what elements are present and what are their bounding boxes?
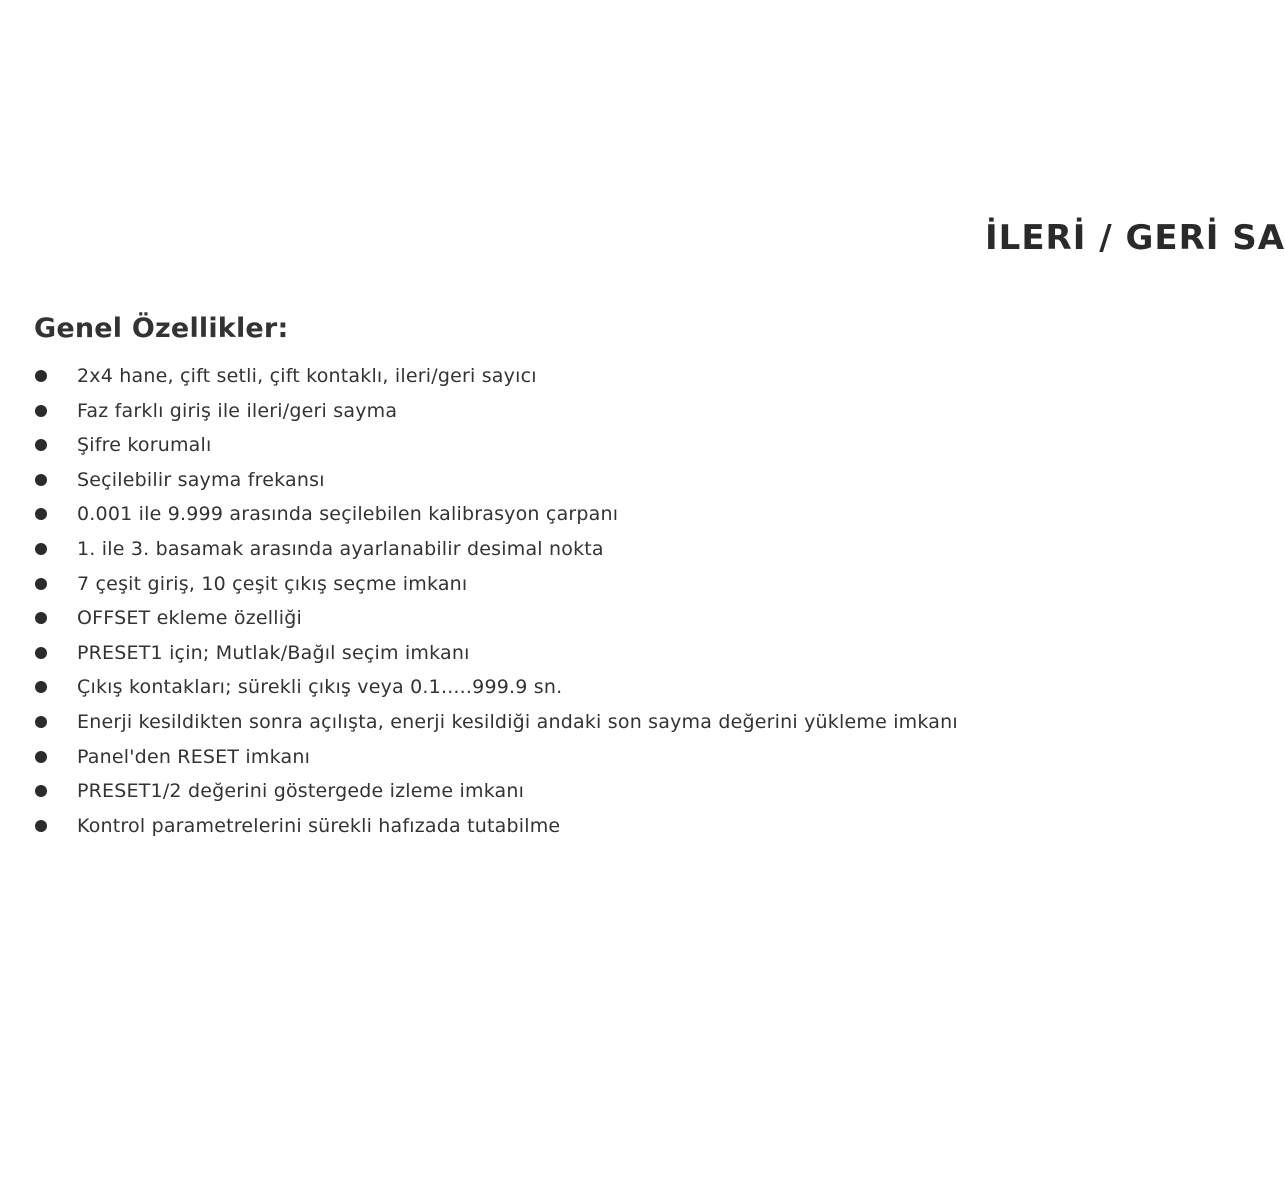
feature-text: 1. ile 3. basamak arasında ayarlanabilir desimal nokta xyxy=(77,537,604,560)
clipped-page-header xyxy=(985,200,1285,258)
feature-text: PRESET1/2 değerini göstergede izleme imkanı xyxy=(77,780,525,803)
bullet-icon xyxy=(35,439,47,451)
bullet-icon xyxy=(35,543,47,555)
section-title: Genel Özellikler: xyxy=(34,313,289,344)
bullet-icon xyxy=(35,405,47,417)
bullet-icon xyxy=(35,370,47,382)
feature-text: Şifre korumalı xyxy=(77,434,212,457)
bullet-icon xyxy=(35,612,47,624)
feature-text: Çıkış kontakları; sürekli çıkış veya 0.1.....999.9 sn. xyxy=(77,676,563,699)
bullet-icon xyxy=(35,785,47,797)
bullet-icon xyxy=(35,508,47,520)
feature-text: 0.001 ile 9.999 arasında seçilebilen kalibrasyon çarpanı xyxy=(77,503,619,526)
bullet-icon xyxy=(35,681,47,693)
feature-text: Faz farklı giriş ile ileri/geri sayma xyxy=(77,399,398,422)
bullet-icon xyxy=(35,474,47,486)
bullet-icon xyxy=(35,716,47,728)
feature-text: 2x4 hane, çift setli, çift kontaklı, ileri/geri sayıcı xyxy=(77,365,537,387)
feature-text: PRESET1 için; Mutlak/Bağıl seçim imkanı xyxy=(77,641,470,664)
bullet-icon xyxy=(35,820,47,832)
feature-text: Enerji kesildikten sonra açılışta, enerji kesildiği andaki son sayma değerini yükleme imkanı xyxy=(77,710,958,733)
feature-text: Panel'den RESET imkanı xyxy=(77,745,311,768)
bullet-icon xyxy=(35,578,47,590)
bullet-icon xyxy=(35,751,47,763)
feature-text: OFFSET ekleme özelliği xyxy=(77,607,302,630)
bullet-icon xyxy=(35,647,47,659)
feature-text: Kontrol parametrelerini sürekli hafızada tutabilme xyxy=(77,814,561,837)
feature-text: Seçilebilir sayma frekansı xyxy=(77,468,325,491)
feature-text: 7 çeşit giriş, 10 çeşit çıkış seçme imkanı xyxy=(77,572,468,595)
header-fragment-text: İLERİ / GERİ SA xyxy=(985,218,1285,258)
